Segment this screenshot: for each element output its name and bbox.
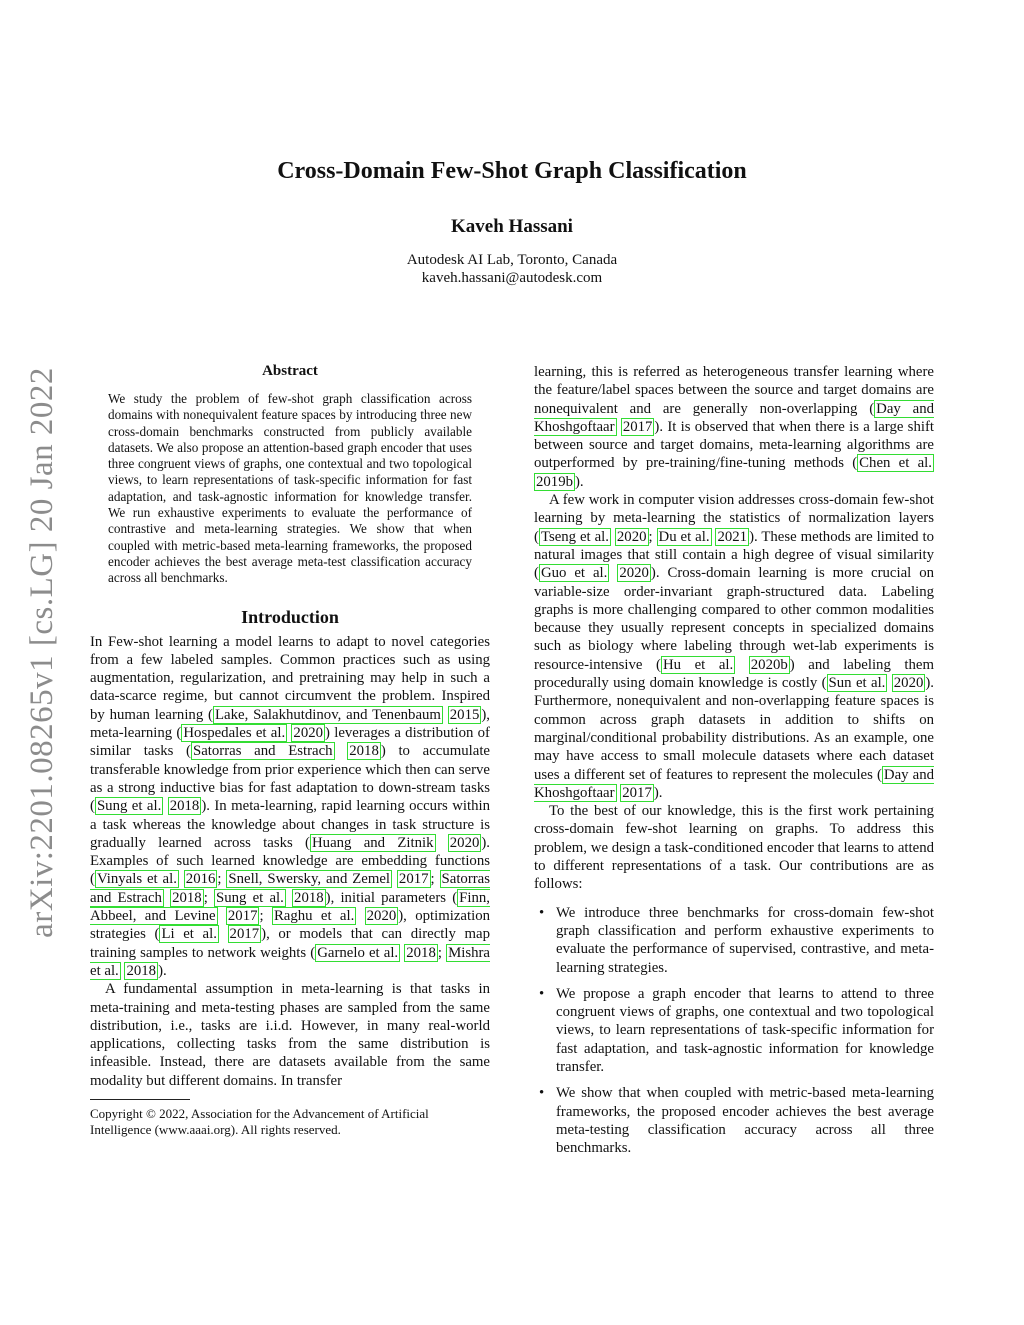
text-run: ) to accumulate transferable knowledge from prior experience which then can serve as a strong inductive bias for fast adaptation to down-stream tasks ( <box>90 743 491 815</box>
text-run: ; <box>217 871 227 888</box>
citation-link[interactable]: Sun et al. <box>828 675 886 692</box>
contributions-list <box>534 904 934 1158</box>
citation-link[interactable]: Chen et al. <box>859 455 932 472</box>
text-run <box>219 926 228 942</box>
right-paragraph-1 <box>534 363 934 491</box>
list-item-text: We propose a graph encoder that learns to attend to three congruent views of graphs, one contextual and two topological views, to learn representations of task-specific information for fast adaptation, and task-agnostic information for knowledge transfer. <box>556 985 934 1075</box>
intro-paragraph-1 <box>90 633 490 981</box>
author-name: Kaveh Hassani <box>451 216 573 237</box>
copyright-footnote: Copyright © 2022, Association for the Advancement of Artificial Intelligence (www.aaai.org). All rights reserved. <box>90 1105 429 1137</box>
text-run: ; <box>648 528 657 545</box>
list-item <box>534 985 934 1076</box>
text-run: ), or models that can directly map training samples to network weights ( <box>90 926 490 961</box>
citation-link[interactable]: Sung et al. <box>96 798 162 815</box>
citation-link[interactable]: Li et al. <box>161 926 217 943</box>
footnote-rule <box>90 1099 190 1100</box>
citation-link[interactable]: Huang and Zitnik <box>311 834 434 851</box>
citation-link[interactable]: Du et al. <box>658 528 710 545</box>
introduction-heading: Introduction <box>241 606 339 627</box>
paper-title: Cross-Domain Few-Shot Graph Classification <box>277 158 747 184</box>
list-item <box>534 1084 934 1157</box>
text-run: ). These methods are limited to natural images that still contain a high degree of visual similarity ( <box>534 528 935 582</box>
citation-link[interactable]: Tseng et al. <box>540 528 609 545</box>
citation-link[interactable]: 2021 <box>717 528 748 545</box>
citation-link[interactable]: Satorras and Estrach <box>90 871 491 906</box>
citation-link[interactable]: 2017 <box>622 784 652 801</box>
citation-link[interactable]: Garnelo et al. <box>317 944 399 961</box>
citation-link[interactable]: 2020 <box>293 725 324 742</box>
text-run: ). <box>158 962 167 979</box>
text-run: learning, this is referred as heterogeneous transfer learning where the feature/label spaces between the source and target domains are nonequivalent and are generally non-overlapping ( <box>534 364 934 417</box>
arxiv-stamp: arXiv:2201.08265v1 [cs.LG] 20 Jan 2022 <box>23 367 60 938</box>
citation-link[interactable]: Lake, Salakhutdinov, and Tenenbaum <box>215 706 441 723</box>
citation-link[interactable]: Snell, Swersky, and Zemel <box>228 871 391 888</box>
citation-link[interactable]: Raghu et al. <box>273 908 355 925</box>
text-run: ), meta-learning ( <box>90 706 490 742</box>
citation-link[interactable]: 2017 <box>227 908 258 925</box>
right-column <box>534 363 934 1165</box>
citation-link[interactable]: 2020 <box>366 908 397 925</box>
citation-link[interactable]: 2020 <box>619 565 649 582</box>
citation-link[interactable]: 2018 <box>126 962 157 979</box>
right-paragraph-2 <box>534 491 934 802</box>
abstract-heading: Abstract <box>262 363 318 379</box>
text-run: ). Furthermore, nonequivalent and non-overlapping feature spaces is common across graph datasets in addition to shifts on marginal/conditional probability distributions. As an example, one may have access to small molecule datasets where each dataset uses a different set of features to represent the molecules ( <box>534 675 935 783</box>
text-run: ) leverages a distribution of similar tasks ( <box>90 725 490 760</box>
text-run <box>335 743 348 759</box>
citation-link[interactable]: Day and Khoshgoftaar <box>534 766 935 801</box>
citation-link[interactable]: 2016 <box>185 871 216 888</box>
citation-link[interactable]: 2017 <box>229 926 260 943</box>
citation-link[interactable]: Sung et al. <box>216 889 284 906</box>
text-run: In Few-shot learning a model learns to adapt to novel categories from a few labeled samples. Common practices such as using augmentation, regularization, and pretraining may help in such a data-scarce regime, but cannot circumvent the problem. Inspired by human learning ( <box>90 633 490 723</box>
text-run: ). In meta-learning, rapid learning occurs within a task whereas the knowledge about changes in task structure is gradually learned across tasks ( <box>90 798 491 851</box>
list-item-text: We show that when coupled with metric-based meta-learning frameworks, the proposed encoder achieves the best average meta-testing classification accuracy across all three benchmarks. <box>556 1085 934 1157</box>
text-run: ). Examples of such learned knowledge are embedding functions ( <box>90 834 490 888</box>
citation-link[interactable]: 2020 <box>449 834 480 851</box>
affiliation: Autodesk AI Lab, Toronto, Canada <box>406 252 618 268</box>
list-item <box>534 904 934 977</box>
text-run <box>436 835 448 851</box>
citation-link[interactable]: Finn, Abbeel, and Levine <box>90 889 491 925</box>
citation-link[interactable]: 2018 <box>349 743 379 760</box>
text-run: ). <box>575 473 584 490</box>
left-column <box>90 363 490 1138</box>
citation-link[interactable]: 2020 <box>616 528 647 545</box>
citation-link[interactable]: Guo et al. <box>540 565 608 582</box>
text-run: ; <box>203 889 214 906</box>
citation-link[interactable]: Day and Khoshgoftaar <box>534 400 934 435</box>
text-run: ). <box>653 784 663 801</box>
text-run: ; <box>437 944 447 961</box>
abstract-text: We study the problem of few-shot graph classification across domains with nonequivalent feature spaces by introducing three new cross-domain benchmarks constructed from publicly available datasets. We also propose an attention-based graph encoder that uses three congruent views of graphs, one contextual and two topological views, to learn representations of task-specific information for fast adaptation, and task-agnostic information for knowledge transfer. We run exhaustive experiments to evaluate the performance of contrastive and meta-learning strategies. We show that when coupled with metric-based meta-learning frameworks, the proposed encoder achieves the best average meta-test classification accuracy across all benchmarks. <box>108 391 472 586</box>
text-run: ) and labeling them procedurally using domain knowledge is costly ( <box>534 656 934 692</box>
citation-link[interactable]: Satorras and Estrach <box>192 743 333 760</box>
citation-link[interactable]: 2019b <box>536 473 573 490</box>
text-run: ). Cross-domain learning is more crucial on variable-size order-invariant graph-structured data. Labeling graphs is more challenging compared to other common modalities because they usually represent concepts in specialized domains such as biology where labeling through wet-lab experiments is resource-intensive ( <box>534 565 934 673</box>
text-run <box>735 657 749 673</box>
intro-paragraph-2: A fundamental assumption in meta-learning is that tasks in meta-training and meta-testing phases are sampled from the same distribution, i.e., tasks are i.i.d. However, in many real-world applications, collecting tasks from the same distribution is infeasible. Instead, there are datasets available from the same modality but different domains. In transfer <box>90 981 490 1089</box>
citation-link[interactable]: 2020 <box>893 675 924 692</box>
author-email: kaveh.hassani@autodesk.com <box>421 270 603 286</box>
citation-link[interactable]: 2015 <box>449 706 480 723</box>
text-run: A few work in computer vision addresses cross-domain few-shot learning by meta-learning the statistics of normalization layers ( <box>534 492 934 545</box>
citation-link[interactable]: 2018 <box>169 798 200 815</box>
citation-link[interactable]: 2017 <box>398 871 429 888</box>
citation-link[interactable]: Hu et al. <box>662 656 734 673</box>
bullet-icon: • <box>539 1085 545 1102</box>
text-run: ), optimization strategies ( <box>90 908 491 943</box>
text-run: ). It is observed that when there is a large shift between source and target domains, meta-learning algorithms are outperformed by pre-training/fine-tuning methods ( <box>534 418 934 472</box>
citation-link[interactable]: 2018 <box>294 889 324 906</box>
citation-link[interactable]: 2018 <box>172 889 202 906</box>
bullet-icon: • <box>539 985 545 1002</box>
bullet-icon: • <box>539 904 545 921</box>
text-run: ), initial parameters ( <box>325 889 458 906</box>
citation-link[interactable]: Mishra et al. <box>90 944 490 979</box>
citation-link[interactable]: Vinyals et al. <box>96 871 177 888</box>
text-run: ; <box>259 908 272 925</box>
list-item-text: We introduce three benchmarks for cross-domain few-shot graph classification and perform exhaustive experiments to evaluate the performance of supervised, contrastive, and meta-learning strategies. <box>556 904 934 976</box>
citation-link[interactable]: Hospedales et al. <box>183 725 286 742</box>
text-run <box>218 908 226 924</box>
text-run <box>356 908 364 924</box>
right-paragraph-3: To the best of our knowledge, this is the first work pertaining cross-domain few-shot learning on graphs. To address this problem, we design a task-conditioned encoder that learns to attend to different representations of a task. Our contributions are as follows: <box>534 803 934 893</box>
citation-link[interactable]: 2018 <box>406 944 436 961</box>
citation-link[interactable]: 2020b <box>750 656 788 673</box>
text-run: ; <box>430 871 440 888</box>
author-affiliation <box>0 251 1024 287</box>
citation-link[interactable]: 2017 <box>622 418 653 435</box>
